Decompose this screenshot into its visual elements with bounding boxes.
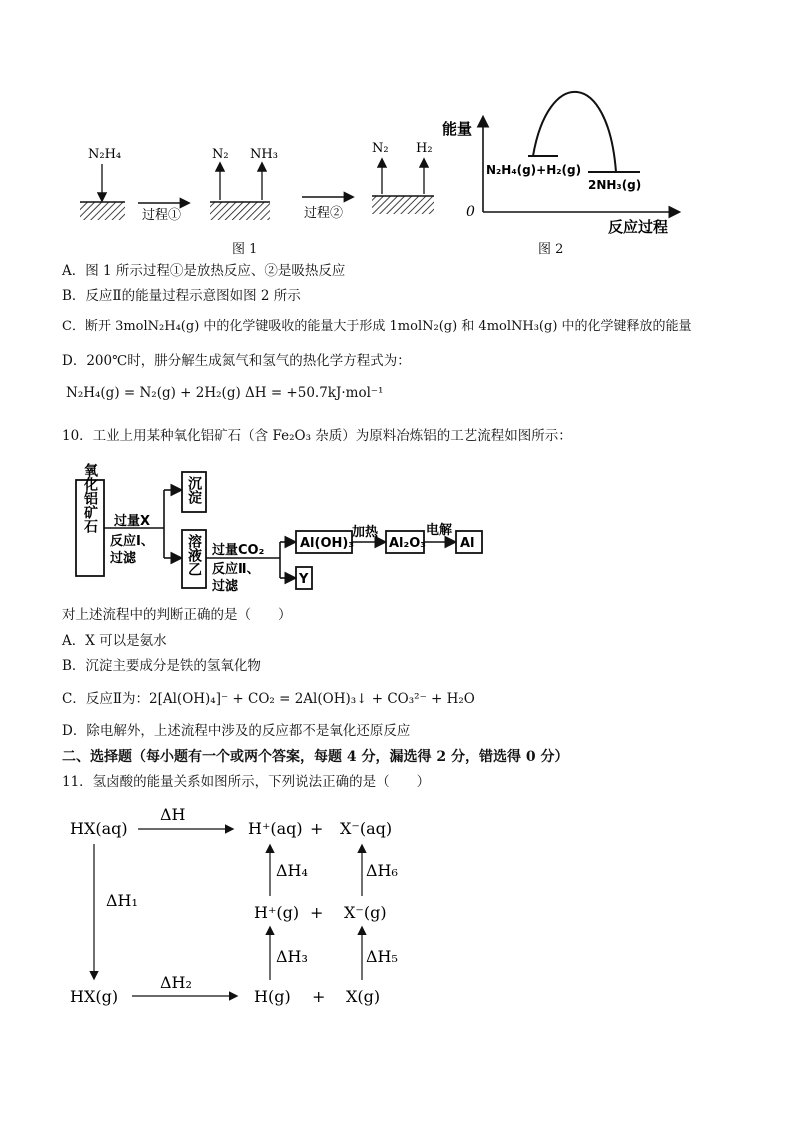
- step1-reagent: 过量X: [114, 514, 151, 529]
- ore-label: 氧化铝矿石: [82, 463, 98, 533]
- h-g: H(g): [254, 987, 291, 1006]
- q10-stem: 10．工业上用某种氧化铝矿石（含 Fe₂O₃ 杂质）为原料冶炼铝的工艺流程如图所示：: [62, 428, 572, 444]
- reaction-axis-label: 反应过程: [608, 218, 669, 236]
- q9-option-d-equation: N₂H₄(g) = N₂(g) + 2H₂(g) ΔH = +50.7kJ·mol⁻¹: [66, 385, 384, 401]
- n2-label-b: N₂: [372, 141, 389, 156]
- energy-axis-label: 能量: [442, 120, 473, 138]
- catalyst-surface-3: [372, 196, 434, 214]
- electrolysis-label: 电解: [426, 523, 453, 538]
- heat-label: 加热: [352, 525, 379, 540]
- figure-1-caption: 图 1: [232, 242, 258, 257]
- q10-option-c: C．反应Ⅱ为：2[Al(OH)₄]⁻ + CO₂ = 2Al(OH)₃↓ + CO₃²⁻ + H₂O: [62, 691, 475, 707]
- q10-option-b: B．沉淀主要成分是铁的氢氧化物: [62, 658, 261, 674]
- step1-reaction: 反应Ⅰ、: [110, 534, 154, 549]
- q10-option-d: D．除电解外，上述流程中涉及的反应都不是氧化还原反应: [62, 723, 411, 739]
- q9-option-c: C．断开 3molN₂H₄(g) 中的化学键吸收的能量大于形成 1molN₂(g) 和 4molNH₃(g) 中的化学键释放的能量: [62, 319, 692, 334]
- n2-label-a: N₂: [212, 147, 229, 162]
- energy-curve: [533, 92, 616, 172]
- delta-h6: ΔH₆: [366, 861, 398, 880]
- h-plus-aq: H⁺(aq): [248, 819, 303, 838]
- h-plus-g: H⁺(g): [254, 903, 300, 922]
- al-label: Al: [460, 536, 475, 551]
- hx-aq: HX(aq): [70, 819, 128, 838]
- catalyst-surface-1: [80, 202, 125, 220]
- solution-label: 溶液乙: [186, 534, 202, 576]
- delta-h4: ΔH₄: [276, 861, 308, 880]
- process-2-label: 过程②: [304, 206, 344, 221]
- step2-reagent: 过量CO₂: [212, 543, 265, 558]
- nh3-label: NH₃: [250, 147, 278, 162]
- precipitate-label: 沉淀: [186, 476, 202, 504]
- q10-question: 对上述流程中的判断正确的是（ ）: [62, 607, 292, 623]
- aloh3-label: Al(OH)₃: [300, 536, 355, 551]
- q9-option-b: B．反应Ⅱ的能量过程示意图如图 2 所示: [62, 288, 301, 304]
- figure-2: [438, 88, 688, 236]
- figure-1: [70, 120, 450, 235]
- step2-filter: 过滤: [212, 579, 239, 594]
- delta-h1: ΔH₁: [106, 891, 138, 910]
- hx-g: HX(g): [70, 987, 119, 1006]
- plus-1: +: [310, 819, 324, 838]
- al2o3-label: Al₂O₃: [389, 536, 426, 551]
- catalyst-surface-2: [210, 202, 270, 220]
- products-label: 2NH₃(g): [588, 178, 642, 192]
- delta-h5: ΔH₅: [366, 947, 398, 966]
- origin-label: 0: [466, 204, 475, 220]
- reactants-label: N₂H₄(g)+H₂(g): [486, 163, 582, 177]
- delta-h3: ΔH₃: [276, 947, 308, 966]
- delta-h: ΔH: [160, 805, 186, 824]
- q11-energy-cycle: [60, 800, 420, 1025]
- x-minus-aq: X⁻(aq): [340, 819, 393, 838]
- plus-2: +: [310, 903, 324, 922]
- step2-reaction: 反应Ⅱ、: [212, 562, 260, 577]
- q10-option-a: A．X 可以是氨水: [62, 633, 167, 649]
- process-1-label: 过程①: [142, 208, 182, 223]
- y-label: Y: [299, 572, 309, 587]
- q9-option-a: A．图 1 所示过程①是放热反应、②是吸热反应: [62, 263, 346, 279]
- delta-h2: ΔH₂: [160, 973, 192, 992]
- h2-label: H₂: [416, 141, 433, 156]
- section-2-heading: 二、选择题（每小题有一个或两个答案，每题 4 分，漏选得 2 分，错选得 0 分）: [62, 749, 569, 765]
- x-minus-g: X⁻(g): [344, 903, 387, 922]
- q10-flowchart: [70, 462, 500, 602]
- q11-stem: 11．氢卤酸的能量关系如图所示，下列说法正确的是（ ）: [62, 774, 431, 790]
- n2h4-label: N₂H₄: [88, 147, 122, 162]
- figure-2-caption: 图 2: [538, 242, 564, 257]
- plus-3: +: [312, 987, 326, 1006]
- x-g: X(g): [346, 987, 381, 1006]
- q9-option-d: D．200℃时，肼分解生成氮气和氢气的热化学方程式为：: [62, 353, 411, 369]
- step1-filter: 过滤: [110, 551, 137, 566]
